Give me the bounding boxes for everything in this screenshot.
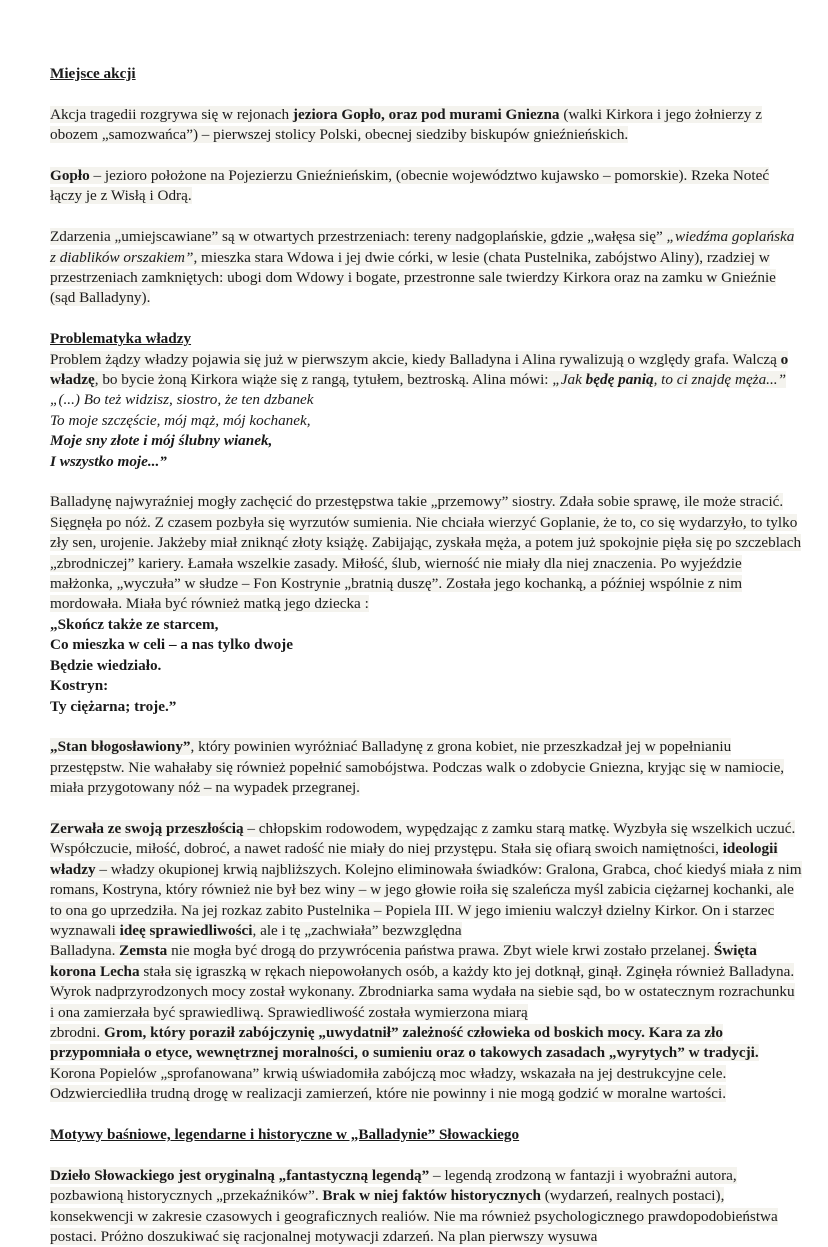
- text-run: Akcja tragedii rozgrywa się w rejonach: [50, 105, 293, 123]
- paragraph-akcja: [50, 105, 802, 146]
- verse-quote-kostryn: [50, 615, 802, 717]
- text-run: , bo bycie żoną Kirkora wiąże się z rangą, tytułem, beztroską. Alina mówi:: [94, 371, 553, 389]
- text-run: stała się igraszką w rękach niepowołanych osób, a każdy kto jej dotknął, ginął. Zginęła również Balladyna. Wyrok nadprzyrodzonych mocy został wykonany. Zbrodniarka sama wydała na siebie sąd, bo w ostatecznym rozrachunku i ona zamierzała być sprawiedliwą. Sprawiedliwość została wymierzona miarą: [50, 962, 795, 1021]
- verse-line: Kostryn:: [50, 677, 109, 695]
- text-run: (wydarzeń, realnych postaci), konsekwencji w zakresie czasowych i geograficznych realiów. Nie ma również psychologicznego prawdopodobieństwa postaci. Próżno doszukiwać się racjonalnej motywacji zdarzeń. Na plan pierwszy wysuwa: [50, 1187, 778, 1246]
- paragraph-problem: [50, 350, 802, 391]
- paragraph-stan-blogoslawiony: [50, 737, 802, 798]
- text-run: zbrodni.: [50, 1023, 104, 1041]
- italic-run: , to ci znajdę męża...”: [653, 371, 787, 389]
- verse-line: Co mieszka w celi – a nas tylko dwoje: [50, 636, 293, 654]
- spacer: [50, 84, 802, 104]
- text-run: , ale i tę „zachwiała” bezwzględna: [252, 921, 462, 939]
- bold-run: „Stan błogosławiony”: [50, 738, 191, 756]
- spacer: [50, 207, 802, 227]
- bold-run: jeziora Gopło, oraz pod murami Gniezna: [292, 105, 560, 123]
- bold-run: Gopło: [50, 167, 90, 184]
- document-page: [50, 64, 802, 1247]
- text-run: nie mogła być drogą do przywrócenia państwa prawa. Zbyt wiele krwi zostało przelanej.: [167, 942, 714, 960]
- paragraph-balladyne: [50, 492, 802, 614]
- text-run: Balladynę najwyraźniej mogły zachęcić do przestępstwa takie „przemowy” siostry. Zdała sobie sprawę, ile może stracić. Sięgnęła po nóż. Z czasem pozbyła się wyrzutów sumienia. Nie chciała wierzyć Goplanie, że to, co się wydarzyło, to tylko zły sen, urojenie. Jakżeby miał zniknąć złoty książę. Zabijając, zyskała męża, a potem już spokojnie pięła się po szczeblach „zbrodniczej” kariery. Łamała wszelkie zasady. Miłość, ślub, wierność nie miały dla niej znaczenia. Po wyjeździe małżonka, „wyczuła” w słudze – Fon Kostrynie „bratnią duszę”. Została jego kochanką, a później wspólnie z nim mordowała. Miała być również matką jego dziecka :: [50, 493, 802, 613]
- paragraph-goplo: [50, 166, 802, 207]
- verse-line: „(...) Bo też widzisz, siostro, że ten dzbanek: [50, 391, 314, 409]
- bold-run: ideologii władzy: [50, 840, 778, 878]
- bold-run: Grom, który poraził zabójczynię „uwydatnił” zależność człowieka od boskich mocy. Kara za zło przypomniała o etyce, wewnętrznej moralności, o sumieniu oraz o takowych zasadach „wyrytych” w tradycji.: [50, 1023, 759, 1062]
- bold-run: o władzę: [50, 350, 789, 389]
- text-run: , który powinien wyróżniać Balladynę z grona kobiet, nie przeszkadzał jej w popełnianiu przestępstw. Nie wahałaby się również popełnić samobójstwa. Podczas walk o zdobycie Gniezna, kryjąc się w namiocie, miała przygotowany nóż – na wypadek przegranej.: [50, 738, 785, 797]
- bold-italic-run: będę panią: [585, 371, 654, 389]
- section-heading-miejsce-akcji: Miejsce akcji: [50, 65, 136, 82]
- verse-line: „Skończ także ze starcem,: [50, 615, 219, 633]
- text-run: (walki Kirkora i jego żołnierzy z obozem „samozwańca”) – pierwszej stolicy Polski, obecnej siedziby biskupów gnieźnieńskich.: [50, 105, 762, 144]
- bold-run: ideę sprawiedliwości: [119, 921, 253, 939]
- verse-line: Będzie wiedziało.: [50, 656, 162, 674]
- spacer: [50, 799, 802, 819]
- section-heading-motywy: Motywy baśniowe, legendarne i historyczne w „Balladynie” Słowackiego: [50, 1126, 520, 1143]
- italic-run: „Jak: [552, 371, 586, 389]
- verse-line: Ty ciężarna; troje.”: [50, 697, 177, 715]
- section-heading-problematyka-wladzy: Problematyka władzy: [50, 330, 192, 348]
- spacer: [50, 1145, 802, 1165]
- bold-run: Zemsta: [119, 942, 168, 960]
- spacer: [50, 309, 802, 329]
- spacer: [50, 717, 802, 737]
- text-run: – jezioro położone na Pojezierzu Gnieźnieńskim, (obecnie województwo kujawsko – pomorskie). Rzeka Noteć łączy je z Wisłą i Odrą.: [50, 167, 770, 205]
- bold-run: Brak w niej faktów historycznych: [322, 1187, 541, 1205]
- paragraph-zdarzenia: [50, 227, 802, 309]
- text-run: – władzy okupionej krwią najbliższych. Kolejno eliminowała świadków: Gralona, Grabca, choć kiedyś miała z nim romans, Kostryna, który również nie był bez winy – w jego głowie roiła się szaleńcza myśl zabicia ciężarnej kochanki, ale to ona go uprzedziła. Na jej rozkaz zabito Pustelnika – Popiela III. W jego imieniu walczył dzielny Kirkor. On i starzec wyznawali: [50, 860, 802, 939]
- bold-run: Dzieło Słowackiego jest oryginalną „fantastyczną legendą”: [50, 1166, 430, 1184]
- text-run: Zdarzenia „umiejscawiane” są w otwartych przestrzeniach: tereny nadgoplańskie, gdzie „wałęsa się”: [50, 228, 667, 246]
- verse-line: To moje szczęście, mój mąż, mój kochanek,: [50, 411, 311, 429]
- bold-run: Święta korona Lecha: [50, 942, 757, 980]
- verse-line: Moje sny złote i mój ślubny wianek,: [50, 432, 273, 450]
- spacer: [50, 1105, 802, 1125]
- spacer: [50, 472, 802, 492]
- text-run: – chłopskim rodowodem, wypędzając z zamku starą matkę. Wyzbyła się wszelkich uczuć. Współczucie, miłość, dobroć, a nawet radość nie miały do niej przystępu. Stała się ofiarą swoich namiętności,: [50, 819, 796, 858]
- text-run: – legendą zrodzoną w fantazji i wyobraźni autora, pozbawioną historycznych „przekaźników”.: [50, 1166, 737, 1205]
- paragraph-zerwala: [50, 819, 802, 1105]
- verse-quote-alina: [50, 390, 802, 472]
- text-run: Korona Popielów „sprofanowana” krwią uświadomiła zabójczą moc władzy, wskazała na jej destrukcyjne cele. Odzwierciedliła trudną drogę w realizacji zamierzeń, które nie powinny i nie mogą godzić w moralne wartości.: [50, 1064, 727, 1103]
- italic-run: „wiedźma goplańska z diablików orszakiem”: [50, 228, 795, 266]
- bold-run: Zerwała ze swoją przeszłością: [50, 819, 244, 837]
- spacer: [50, 146, 802, 166]
- text-run: Problem żądzy władzy pojawia się już w pierwszym akcie, kiedy Balladyna i Alina rywalizują o względy grafa. Walczą: [50, 350, 781, 368]
- text-run: Balladyna.: [50, 942, 120, 960]
- text-run: , mieszka stara Wdowa i jej dwie córki, w lesie (chata Pustelnika, zabójstwo Aliny), rzadziej w przestrzeniach zamkniętych: ubogi dom Wdowy i bogate, przestronne sale twierdzy Kirkora oraz na zamku w Gnieźnie (sąd Balladyny).: [50, 248, 776, 307]
- paragraph-dzielo: [50, 1166, 802, 1247]
- verse-line: I wszystko moje...”: [50, 452, 167, 470]
